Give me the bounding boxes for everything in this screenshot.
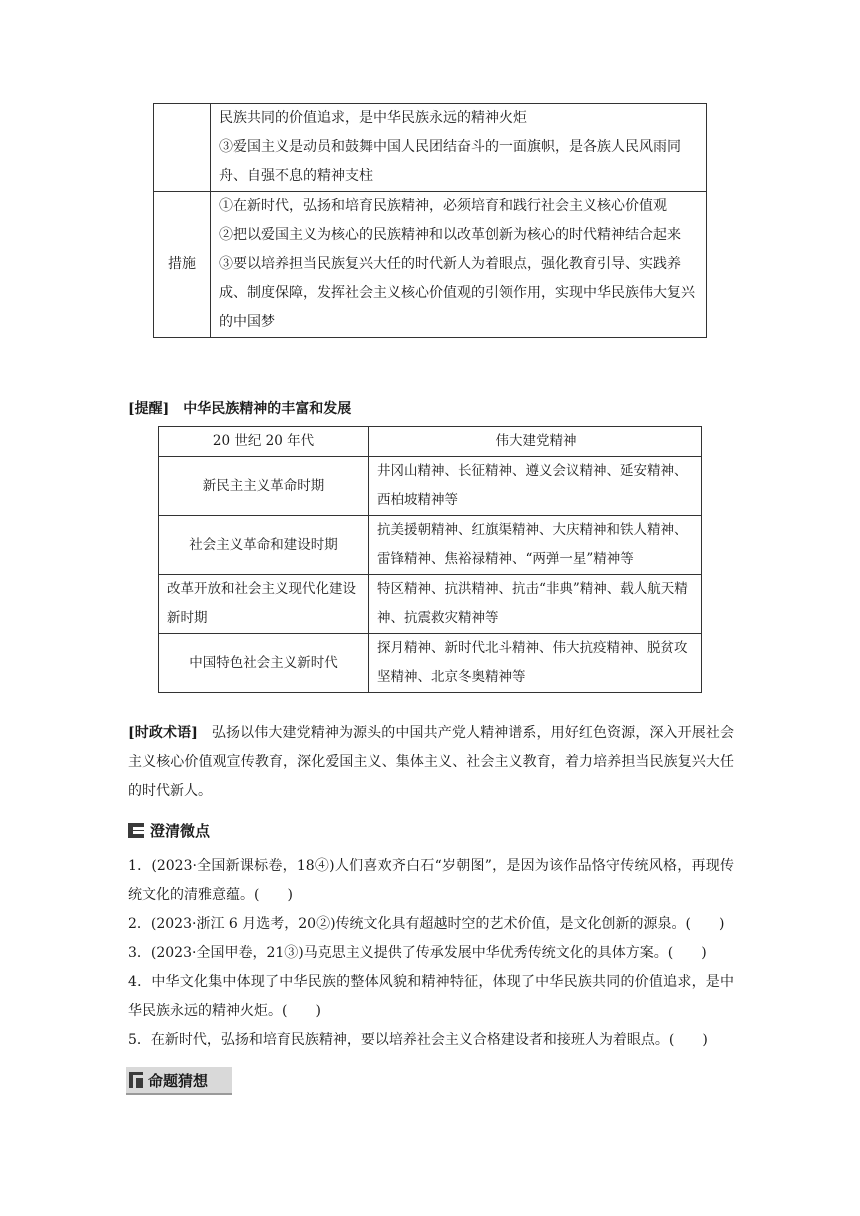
period-cell: 社会主义革命和建设时期 [159, 516, 369, 575]
table-row [159, 457, 702, 516]
row-label [154, 104, 211, 192]
item-text: 3．(2023·全国甲卷，21③)马克思主义提供了传承发展中华优秀传统文化的具体方案。 [128, 945, 668, 961]
content-line: 民族共同的价值追求，是中华民族永远的精神火炬 [219, 110, 527, 126]
politics-paragraph [128, 719, 734, 806]
proposition-title: 命题猜想 [148, 1071, 209, 1090]
answer-blank: ( ) [668, 1032, 708, 1048]
politics-tag: [时政术语] [128, 725, 198, 741]
spirits-cell: 抗美援朝精神、红旗渠精神、大庆精神和铁人精神、雷锋精神、焦裕禄精神、“两弹一星”精神等 [369, 516, 702, 575]
table-row [154, 104, 707, 192]
content-line: ①在新时代，弘扬和培育民族精神，必须培育和践行社会主义核心价值观 [219, 198, 667, 214]
period-cell: 新民主主义革命时期 [159, 457, 369, 516]
spirits-cell: 井冈山精神、长征精神、遵义会议精神、延安精神、西柏坡精神等 [369, 457, 702, 516]
spirits-cell: 探月精神、新时代北斗精神、伟大抗疫精神、脱贫攻坚精神、北京冬奥精神等 [369, 634, 702, 693]
section-icon [128, 823, 144, 838]
clarify-title: 澄清微点 [150, 821, 211, 840]
section-icon [129, 1072, 143, 1088]
answer-blank: ( ) [667, 945, 707, 961]
answer-blank: ( ) [685, 916, 725, 932]
item-text: 5．在新时代，弘扬和培育民族精神，要以培养社会主义合格建设者和接班人为着眼点。 [128, 1032, 669, 1048]
table-row [159, 634, 702, 693]
national-spirit-table [158, 426, 702, 693]
header-spirit: 伟大建党精神 [369, 427, 702, 457]
table-row [154, 192, 707, 338]
item-text: 4．中华文化集中体现了中华民族的整体风貌和精神特征，体现了中华民族共同的价值追求，是中华民族永远的精神火炬。 [128, 974, 734, 1019]
period-cell: 改革开放和社会主义现代化建设新时期 [159, 575, 369, 634]
content-line: ③要以培养担当民族复兴大任的时代新人为着眼点，强化教育引导、实践养成、制度保障，发挥社会主义核心价值观的引领作用，实现中华民族伟大复兴的中国梦 [219, 256, 695, 330]
item-text: 1．(2023·全国新课标卷，18④)人们喜欢齐白石“岁朝图”，是因为该作品恪守传统风格，再现传统文化的清雅意蕴。 [128, 858, 734, 903]
answer-blank: ( ) [282, 1003, 321, 1019]
row-content [211, 104, 707, 192]
clarify-section-header [128, 820, 210, 840]
period-cell: 中国特色社会主义新时代 [159, 634, 369, 693]
clarify-list [128, 852, 734, 1055]
list-item [128, 1026, 734, 1055]
content-line: ③爱国主义是动员和鼓舞中国人民团结奋斗的一面旗帜，是各族人民风雨同舟、自强不息的精神支柱 [219, 139, 681, 184]
proposition-section-header [126, 1067, 232, 1095]
table-row [159, 516, 702, 575]
answer-blank: ( ) [254, 887, 293, 903]
table-header-row [159, 427, 702, 457]
politics-text: 弘扬以伟大建党精神为源头的中国共产党人精神谱系，用好红色资源，深入开展社会主义核心价值观宣传教育，深化爱国主义、集体主义、社会主义教育，着力培养担当民族复兴大任的时代新人。 [128, 725, 735, 799]
list-item [128, 939, 734, 968]
row-label-measures: 措施 [154, 192, 211, 338]
content-line: ②把以爱国主义为核心的民族精神和以改革创新为核心的时代精神结合起来 [219, 227, 681, 243]
header-period: 20 世纪 20 年代 [159, 427, 369, 457]
list-item [128, 852, 734, 910]
list-item [128, 910, 734, 939]
tip-heading [128, 398, 351, 418]
table-row [159, 575, 702, 634]
row-content [211, 192, 707, 338]
measures-table [153, 103, 707, 338]
tip-title: 中华民族精神的丰富和发展 [183, 401, 352, 417]
spirits-cell: 特区精神、抗洪精神、抗击“非典”精神、载人航天精神、抗震救灾精神等 [369, 575, 702, 634]
list-item [128, 968, 734, 1026]
tip-bracket: [提醒] [128, 401, 170, 417]
item-text: 2．(2023·浙江 6 月选考，20②)传统文化具有超越时空的艺术价值，是文化创新的源泉。 [128, 916, 686, 932]
